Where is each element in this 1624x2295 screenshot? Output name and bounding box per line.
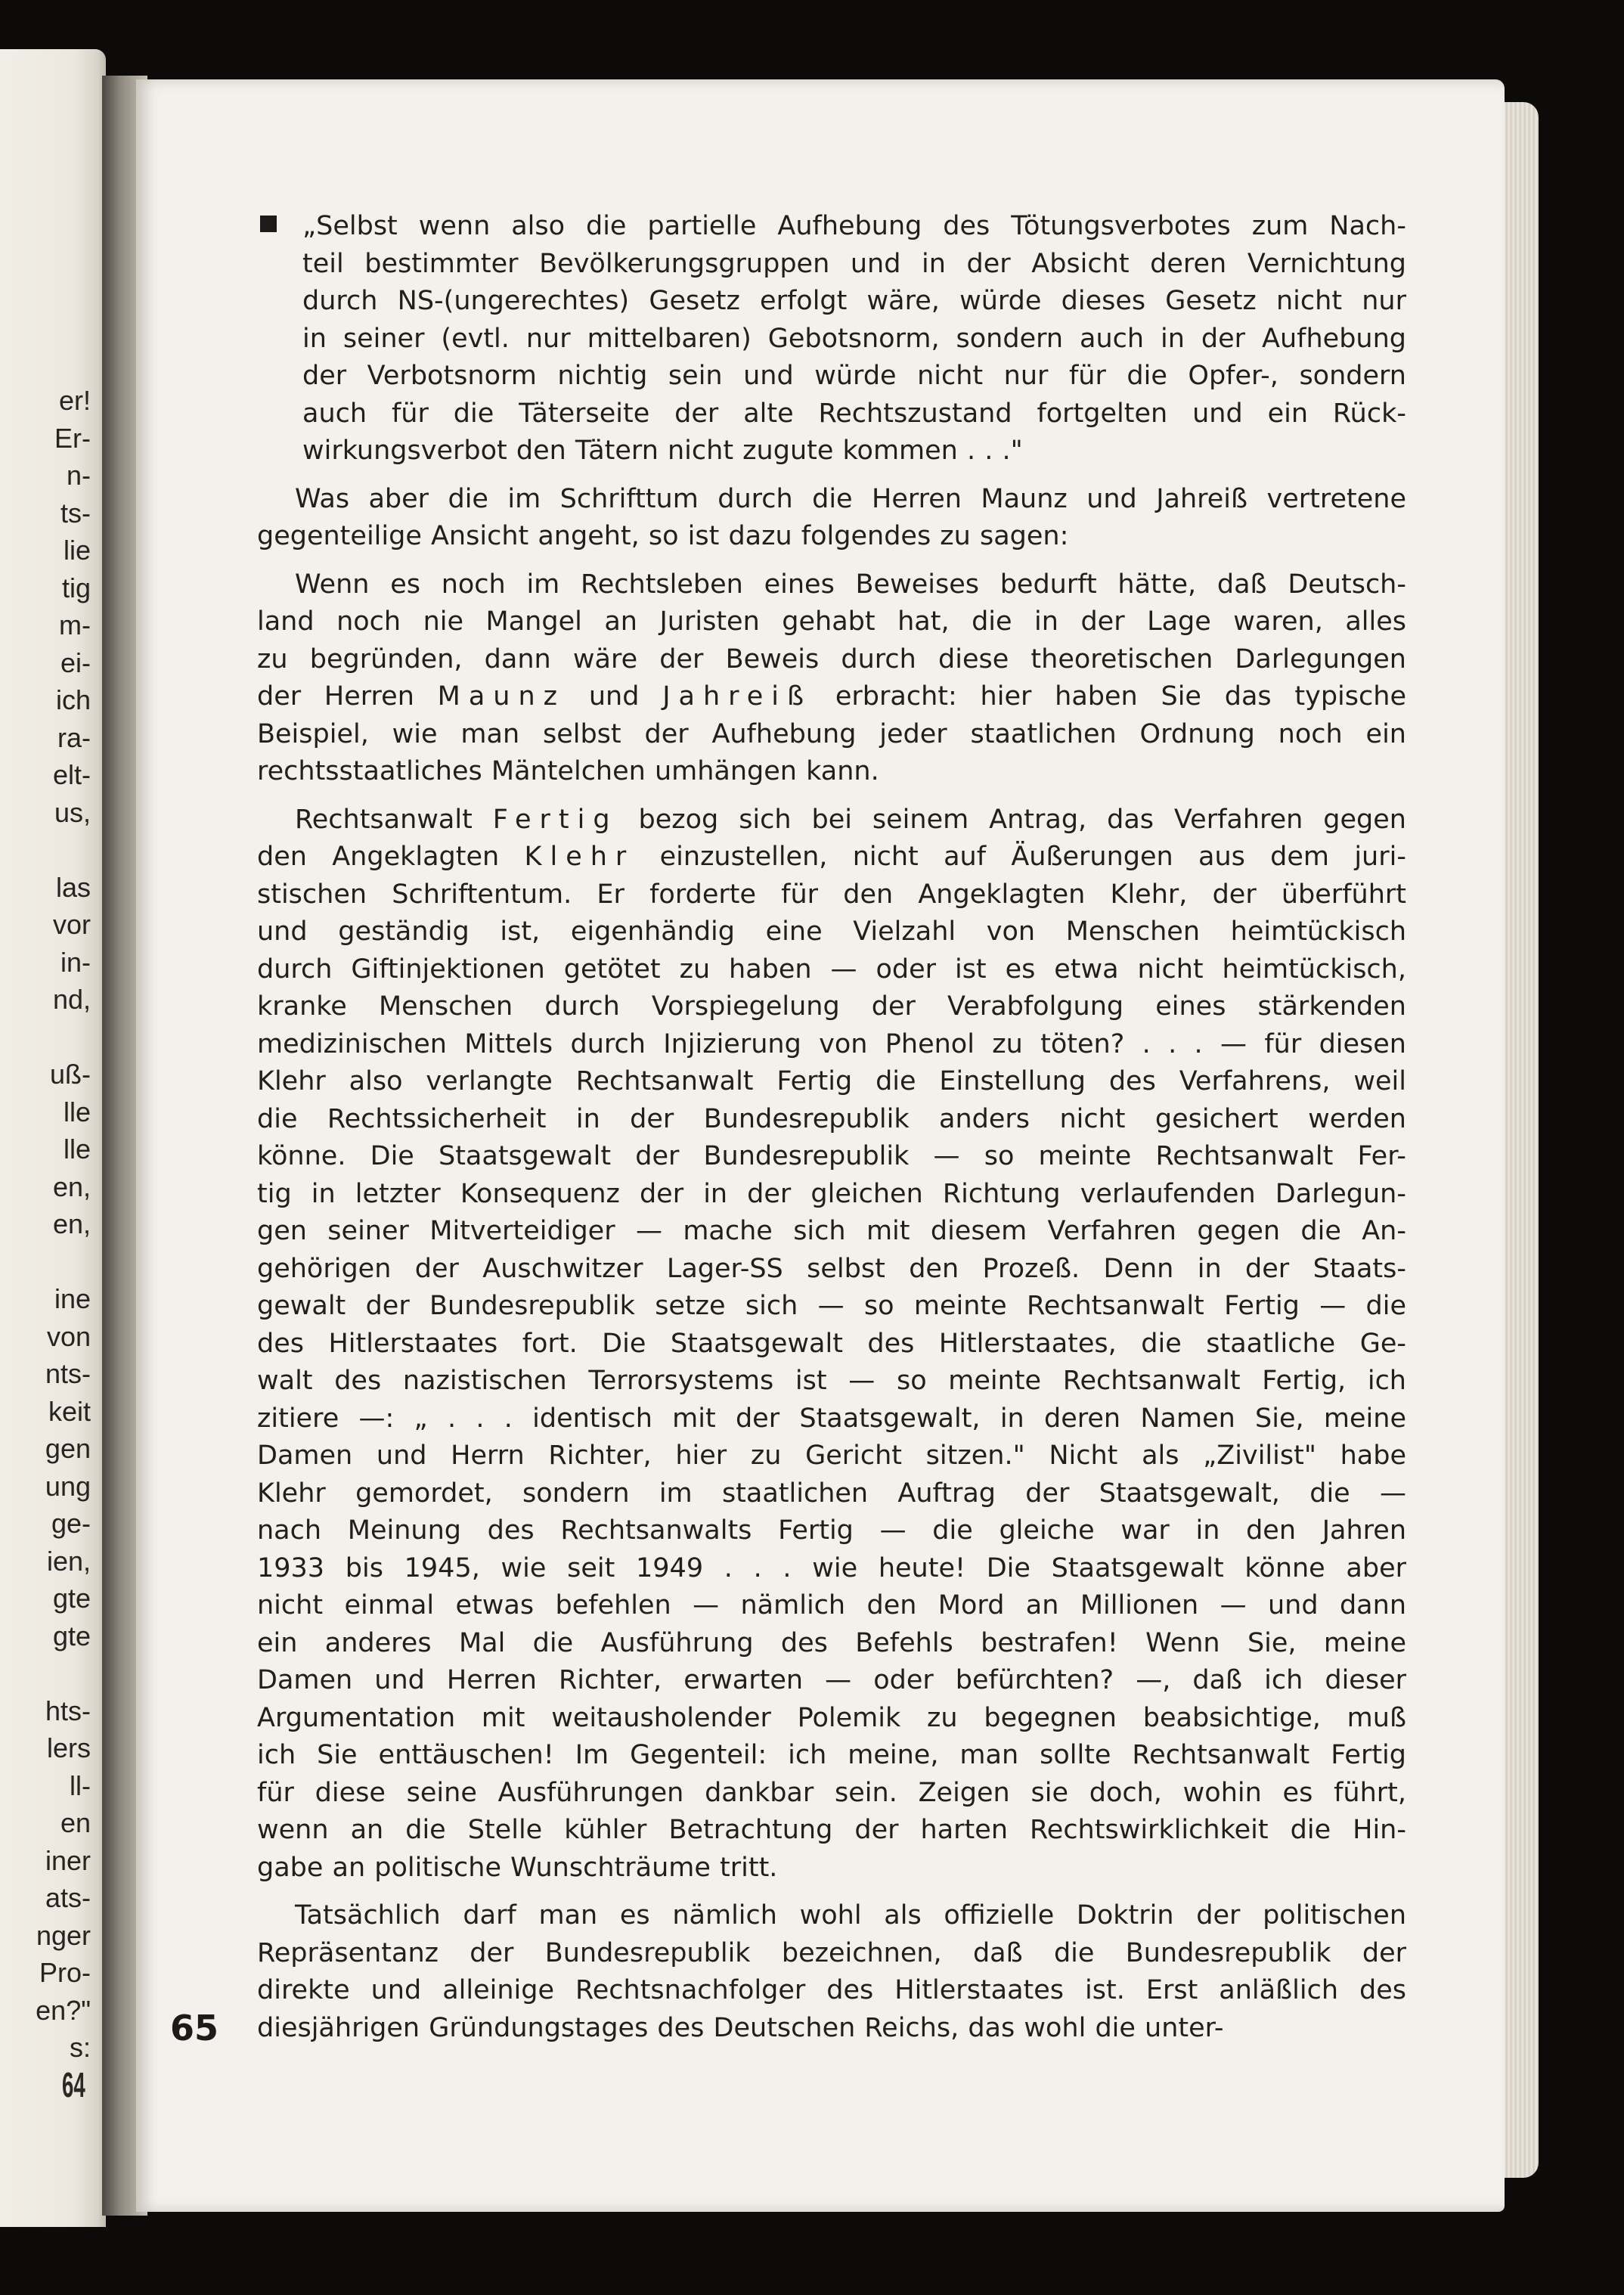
text-line: diesjährigen Gründungstages des Deutschen Reichs, das wohl die unter- [257, 2012, 1224, 2043]
text-fragment: ats- [45, 1882, 91, 1913]
text-line: gen seiner Mitverteidiger — mache sich mit diesem Verfahren gegen die An- [257, 1216, 1406, 1246]
text-fragment [0, 1019, 91, 1056]
text-fragment: en?" [36, 1994, 91, 2026]
previous-page [0, 49, 106, 2227]
paragraph-3 [257, 802, 1406, 1887]
text-fragment: ei- [60, 647, 91, 678]
text-line: gegenteilige Ansicht angeht, so ist dazu folgendes zu sagen: [257, 521, 1069, 551]
text-line: wirkungsverbot den Tätern nicht zugute kommen . . ." [302, 436, 1023, 466]
text-line: wenn an die Stelle kühler Betrachtung der harten Rechtswirklichkeit die Hin- [257, 1815, 1406, 1845]
text-fragment: n- [66, 460, 91, 491]
text-line: medizinischen Mittels durch Injizierung von Phenol zu töten? . . . — für diesen [257, 1028, 1406, 1059]
text-fragment [0, 831, 91, 869]
previous-page-text-fragments [0, 382, 91, 2067]
text-line: land noch nie Mangel an Juristen gehabt hat, die in der Lage waren, alles [257, 606, 1406, 637]
text-fragment: en, [52, 1208, 91, 1239]
text-fragment: iner [45, 1844, 91, 1876]
text-line: könne. Die Staatsgewalt der Bundesrepublik — so meinte Rechtsanwalt Fer- [257, 1141, 1406, 1171]
text-line: Klehr also verlangte Rechtsanwalt Fertig die Einstellung des Verfahrens, weil [257, 1066, 1406, 1096]
text-line: nach Meinung des Rechtsanwalts Fertig — die gleiche war in den Jahren [257, 1515, 1406, 1546]
text-line: direkte und alleinige Rechtsnachfolger des Hitlerstaates ist. Erst anläßlich des [257, 1975, 1406, 2005]
text-line: und geständig ist, eigenhändig eine Vielzahl von Menschen heimtückisch [257, 916, 1406, 947]
text-line: durch Giftinjektionen getötet zu haben — oder ist es etwa nicht heimtückisch, [257, 954, 1406, 985]
text-fragment: en, [52, 1171, 91, 1202]
text-line: zitiere —: „ . . . identisch mit der Staatsgewalt, in deren Namen Sie, meine [257, 1403, 1406, 1434]
text-line: walt des nazistischen Terrorsystems ist — so meinte Rechtsanwalt Fertig, ich [257, 1366, 1406, 1396]
paragraph-4 [257, 1897, 1406, 2047]
page-number: 65 [170, 2008, 219, 2048]
text-fragment: en [60, 1807, 91, 1838]
text-fragment: gte [52, 1620, 91, 1651]
text-line: gabe an politische Wunschträume tritt. [257, 1852, 778, 1883]
text-line: zu begründen, dann wäre der Beweis durch diese theoretischen Darlegungen [257, 644, 1406, 675]
text-fragment: nts- [45, 1358, 91, 1389]
text-line: Beispiel, wie man selbst der Aufhebung jeder staatlichen Ordnung noch ein [257, 718, 1406, 749]
text-line: „Selbst wenn also die partielle Aufhebung des Tötungsverbotes zum Nach- [302, 211, 1406, 241]
text-fragment: las [55, 871, 91, 903]
text-fragment: ich [55, 684, 91, 715]
text-fragment: lie [63, 535, 91, 566]
text-fragment: ll- [70, 1769, 91, 1801]
text-fragment: m- [59, 609, 91, 640]
text-line: der Herren Maunz und Jahreiß erbracht: hier haben Sie das typische [257, 681, 1406, 712]
text-fragment: ine [54, 1283, 91, 1314]
text-line: ich Sie enttäuschen! Im Gegenteil: ich meine, man sollte Rechtsanwalt Fertig [257, 1740, 1406, 1770]
text-line: Damen und Herren Richter, erwarten — oder befürchten? —, daß ich dieser [257, 1665, 1406, 1695]
block-quote [257, 208, 1406, 470]
text-fragment: us, [54, 796, 91, 828]
spaced-name-klehr: Klehr [524, 842, 635, 872]
text-line: in seiner (evtl. nur mittelbaren) Gebotsnorm, sondern auch in der Aufhebung [302, 323, 1406, 354]
text-line: Damen und Herrn Richter, hier zu Gericht sitzen." Nicht als „Zivilist" habe [257, 1441, 1406, 1471]
text-fragment: gen [45, 1433, 91, 1464]
spaced-name-jahreiss: Jahreiß [662, 681, 813, 712]
text-fragment: in- [60, 946, 91, 978]
text-fragment: lle [63, 1096, 91, 1127]
text-fragment: vor [52, 909, 91, 940]
text-line: kranke Menschen durch Vorspiegelung der Verabfolgung eines stärkenden [257, 991, 1406, 1022]
text-line: tig in letzter Konsequenz der in der gleichen Richtung verlaufenden Darlegun- [257, 1178, 1406, 1209]
text-fragment: lers [46, 1732, 91, 1763]
text-line: der Verbotsnorm nichtig sein und würde nicht nur für die Opfer-, sondern [302, 361, 1406, 391]
text-fragment [0, 1243, 91, 1281]
text-line: Repräsentanz der Bundesrepublik bezeichnen, daß die Bundesrepublik der [257, 1937, 1406, 1968]
text-line: gewalt der Bundesrepublik setze sich — so meinte Rechtsanwalt Fertig — die [257, 1291, 1406, 1321]
text-fragment: ien, [46, 1545, 91, 1577]
text-fragment: keit [48, 1395, 91, 1427]
paragraph-2 [257, 566, 1406, 791]
text-line: Wenn es noch im Rechtsleben eines Beweises bedurft hätte, daß Deutsch- [295, 569, 1406, 600]
previous-page-number: 64 [62, 2065, 85, 2104]
text-line: Was aber die im Schrifttum durch die Herren Maunz und Jahreiß vertretene [295, 483, 1406, 514]
text-fragment: uß- [50, 1059, 91, 1090]
text-line: auch für die Täterseite der alte Rechtszustand fortgelten und ein Rück- [302, 398, 1406, 429]
text-line: nicht einmal etwas befehlen — nämlich den Mord an Millionen — und dann [257, 1590, 1406, 1620]
text-fragment: gte [52, 1583, 91, 1614]
text-line: Rechtsanwalt Fertig bezog sich bei seinem Antrag, das Verfahren gegen [295, 804, 1406, 835]
text-fragment [0, 1655, 91, 1692]
text-fragment: tig [61, 572, 91, 603]
text-fragment: Er- [54, 422, 91, 454]
text-fragment: ra- [57, 721, 91, 753]
text-fragment: s: [69, 2032, 91, 2063]
text-line: Klehr gemordet, sondern im staatlichen Auftrag der Staatsgewalt, die — [257, 1478, 1406, 1509]
square-bullet-icon [260, 216, 277, 232]
text-line: den Angeklagten Klehr einzustellen, nicht auf Äußerungen aus dem juri- [257, 842, 1406, 872]
spaced-name-fertig: Fertig [492, 804, 618, 835]
paragraph-1 [257, 481, 1406, 556]
text-fragment: er! [58, 385, 91, 416]
text-fragment: nd, [52, 984, 91, 1015]
text-line: stischen Schriftentum. Er forderte für den Angeklagten Klehr, der überführt [257, 879, 1406, 910]
text-fragment: ge- [51, 1508, 91, 1539]
text-line: Tatsächlich darf man es nämlich wohl als offizielle Doktrin der politischen [295, 1900, 1406, 1931]
spaced-name-maunz: Maunz [437, 681, 566, 712]
text-fragment: hts- [45, 1695, 91, 1726]
text-line: durch NS-(ungerechtes) Gesetz erfolgt wäre, würde dieses Gesetz nicht nur [302, 286, 1406, 316]
text-fragment: elt- [52, 759, 91, 790]
page-body [257, 208, 1406, 2047]
text-line: des Hitlerstaates fort. Die Staatsgewalt des Hitlerstaates, die staatliche Ge- [257, 1328, 1406, 1359]
text-fragment: lle [63, 1134, 91, 1165]
text-line: gehörigen der Auschwitzer Lager-SS selbst den Prozeß. Denn in der Staats- [257, 1253, 1406, 1284]
text-line: 1933 bis 1945, wie seit 1949 . . . wie heute! Die Staatsgewalt könne aber [257, 1552, 1406, 1583]
text-line: teil bestimmter Bevölkerungsgruppen und in der Absicht deren Vernichtung [302, 248, 1406, 279]
text-line: rechtsstaatliches Mäntelchen umhängen kann. [257, 756, 879, 786]
text-line: die Rechtssicherheit in der Bundesrepublik anders nicht gesichert werden [257, 1103, 1406, 1134]
text-line: für diese seine Ausführungen dankbar sein. Zeigen sie doch, wohin es führt, [257, 1777, 1406, 1808]
text-line: Argumentation mit weitausholender Polemik zu begegnen beabsichtige, muß [257, 1702, 1406, 1733]
text-line: ein anderes Mal die Ausführung des Befehls bestrafen! Wenn Sie, meine [257, 1627, 1406, 1658]
text-fragment: Pro- [39, 1957, 91, 1988]
text-fragment: von [46, 1320, 91, 1352]
text-fragment: nger [36, 1919, 91, 1951]
text-fragment: ts- [60, 497, 91, 529]
text-fragment: ung [45, 1470, 91, 1502]
